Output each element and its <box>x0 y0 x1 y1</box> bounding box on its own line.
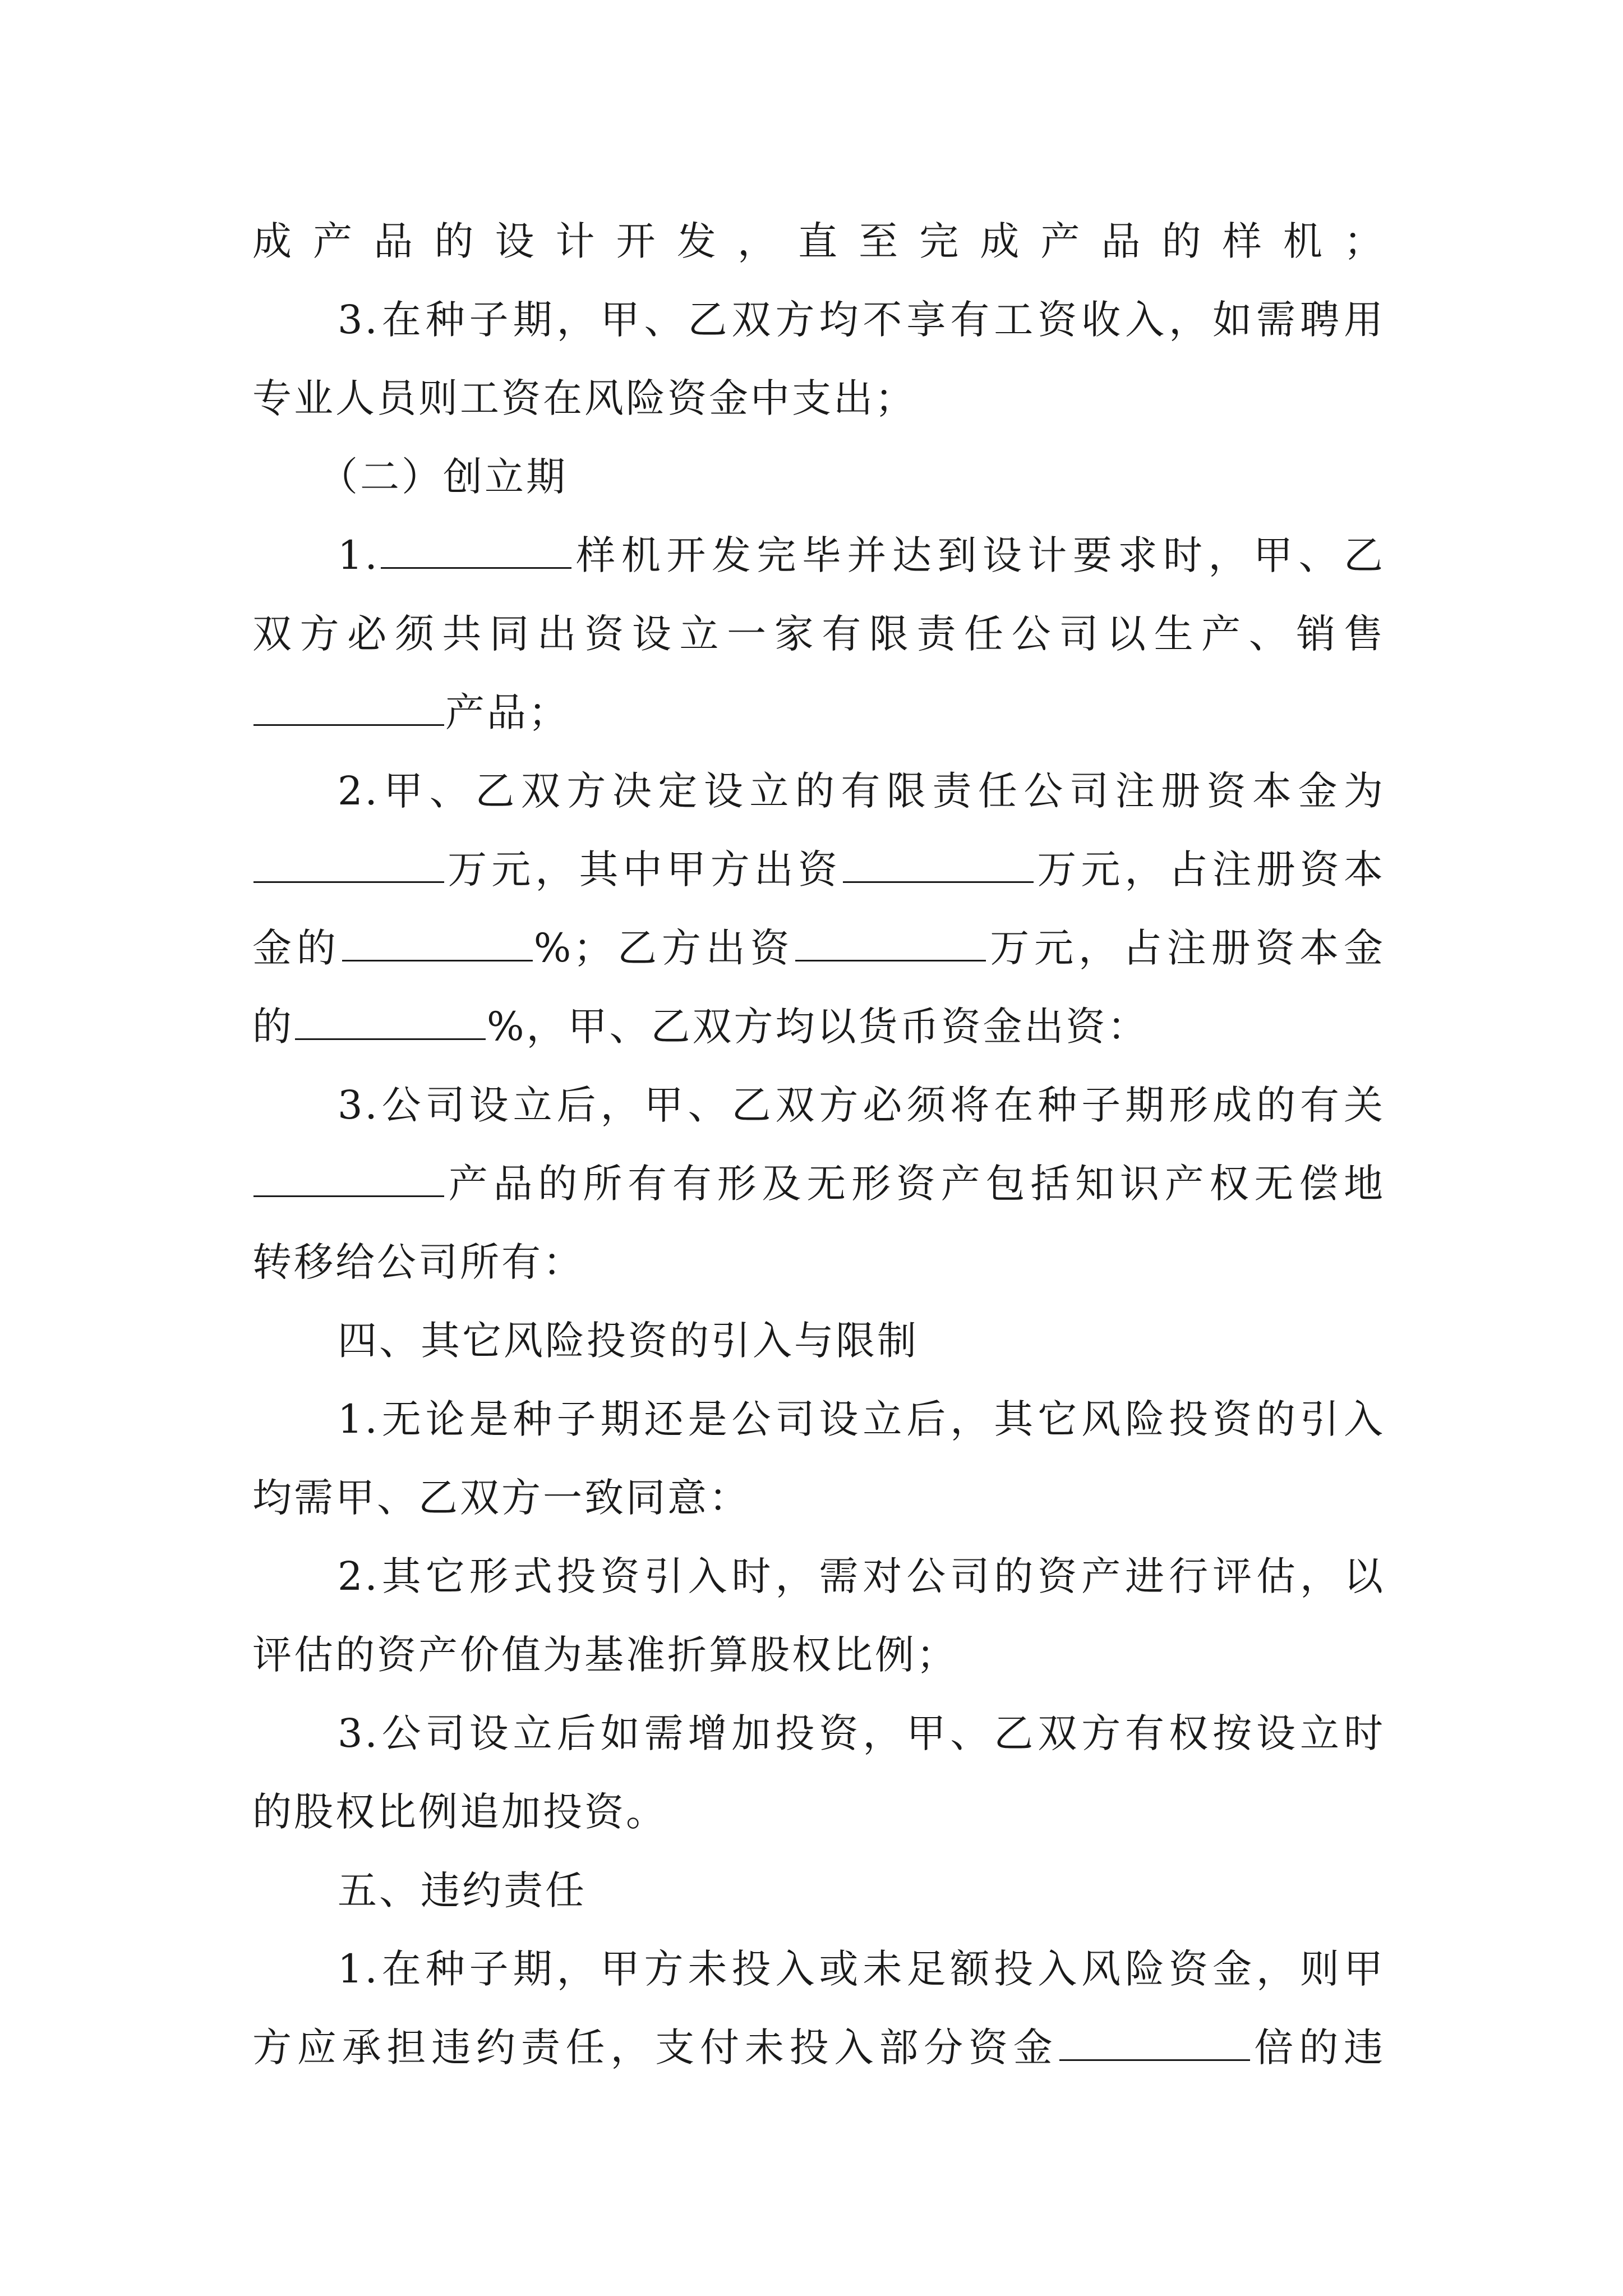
line-text: 转移给公司所有： <box>252 1239 584 1285</box>
line-text: 万元，其中甲方出资 <box>445 846 842 892</box>
line-text: 3.在种子期，甲、乙双方均不享有工资收入，如需聘用 <box>338 297 1385 343</box>
paragraph-line <box>252 1773 1385 1851</box>
paragraph-line <box>252 595 1385 673</box>
line-text: 的 <box>252 1004 294 1050</box>
fill-in-blank <box>253 1162 444 1197</box>
paragraph-line <box>252 1144 1385 1223</box>
line-text: 1.无论是种子期还是公司设立后，其它风险投资的引入 <box>338 1396 1385 1442</box>
fill-in-blank <box>843 848 1034 883</box>
line-text: 样机开发完毕并达到设计要求时，甲、乙 <box>572 532 1385 578</box>
fill-in-blank <box>1059 2026 1250 2061</box>
paragraph-line <box>252 1616 1385 1694</box>
line-text: 1. <box>338 532 380 578</box>
line-text: 成产品的设计开发，直至完成产品的样机； <box>252 218 1385 264</box>
fill-in-blank <box>795 926 986 961</box>
paragraph-line <box>252 2008 1385 2087</box>
line-text: 的股权比例追加投资。 <box>252 1789 667 1835</box>
paragraph-line <box>252 673 1385 752</box>
paragraph-line <box>252 830 1385 909</box>
line-text: 方应承担违约责任，支付未投入部分资金 <box>252 2024 1058 2070</box>
fill-in-blank <box>253 848 444 883</box>
line-text: 3.公司设立后如需增加投资，甲、乙双方有权按设立时 <box>338 1710 1385 1756</box>
line-text: 均需甲、乙双方一致同意： <box>252 1475 750 1521</box>
line-text: 产品； <box>445 689 570 735</box>
section-heading <box>252 1301 1385 1380</box>
fill-in-blank <box>342 926 533 961</box>
line-text: %；乙方出资 <box>533 925 795 971</box>
line-text: 双方必须共同出资设立一家有限责任公司以生产、销售 <box>252 611 1385 657</box>
document-body <box>252 202 1385 2087</box>
paragraph-line <box>252 1930 1385 2008</box>
paragraph-line <box>252 987 1385 1066</box>
paragraph-line <box>252 280 1385 359</box>
line-text: 1.在种子期，甲方未投入或未足额投入风险资金，则甲 <box>338 1946 1385 1992</box>
line-text: %，甲、乙双方均以货币资金出资： <box>487 1004 1149 1050</box>
paragraph-line <box>252 1537 1385 1616</box>
heading-text: 五、违约责任 <box>338 1867 587 1913</box>
paragraph-line <box>252 516 1385 595</box>
line-text: 3.公司设立后，甲、乙双方必须将在种子期形成的有关 <box>338 1082 1385 1128</box>
line-text: 2.甲、乙双方决定设立的有限责任公司注册资本金为 <box>338 768 1385 814</box>
line-text: 金的 <box>252 925 341 971</box>
paragraph-line <box>252 1223 1385 1301</box>
paragraph-line <box>252 202 1385 280</box>
heading-text: 四、其它风险投资的引入与限制 <box>338 1318 919 1364</box>
heading-text: （二）创立期 <box>319 454 568 500</box>
paragraph-line <box>252 1066 1385 1144</box>
paragraph-line <box>252 752 1385 830</box>
fill-in-blank <box>295 1005 486 1040</box>
line-text: 专业人员则工资在风险资金中支出； <box>252 375 916 421</box>
paragraph-line <box>252 1694 1385 1773</box>
line-text: 2.其它形式投资引入时，需对公司的资产进行评估，以 <box>338 1553 1385 1599</box>
line-text: 万元，占注册资本金 <box>987 925 1385 971</box>
paragraph-line <box>252 909 1385 987</box>
line-text: 万元，占注册资本 <box>1035 846 1385 892</box>
paragraph-line <box>252 359 1385 438</box>
paragraph-line <box>252 1458 1385 1537</box>
section-heading <box>252 1851 1385 1930</box>
paragraph-line <box>252 1380 1385 1458</box>
line-text: 倍的违 <box>1251 2024 1385 2070</box>
line-text: 产品的所有有形及无形资产包括知识产权无偿地 <box>445 1161 1385 1207</box>
section-heading <box>252 438 1385 516</box>
line-text: 评估的资产价值为基准折算股权比例； <box>252 1632 958 1678</box>
fill-in-blank <box>381 533 571 569</box>
fill-in-blank <box>253 691 444 726</box>
